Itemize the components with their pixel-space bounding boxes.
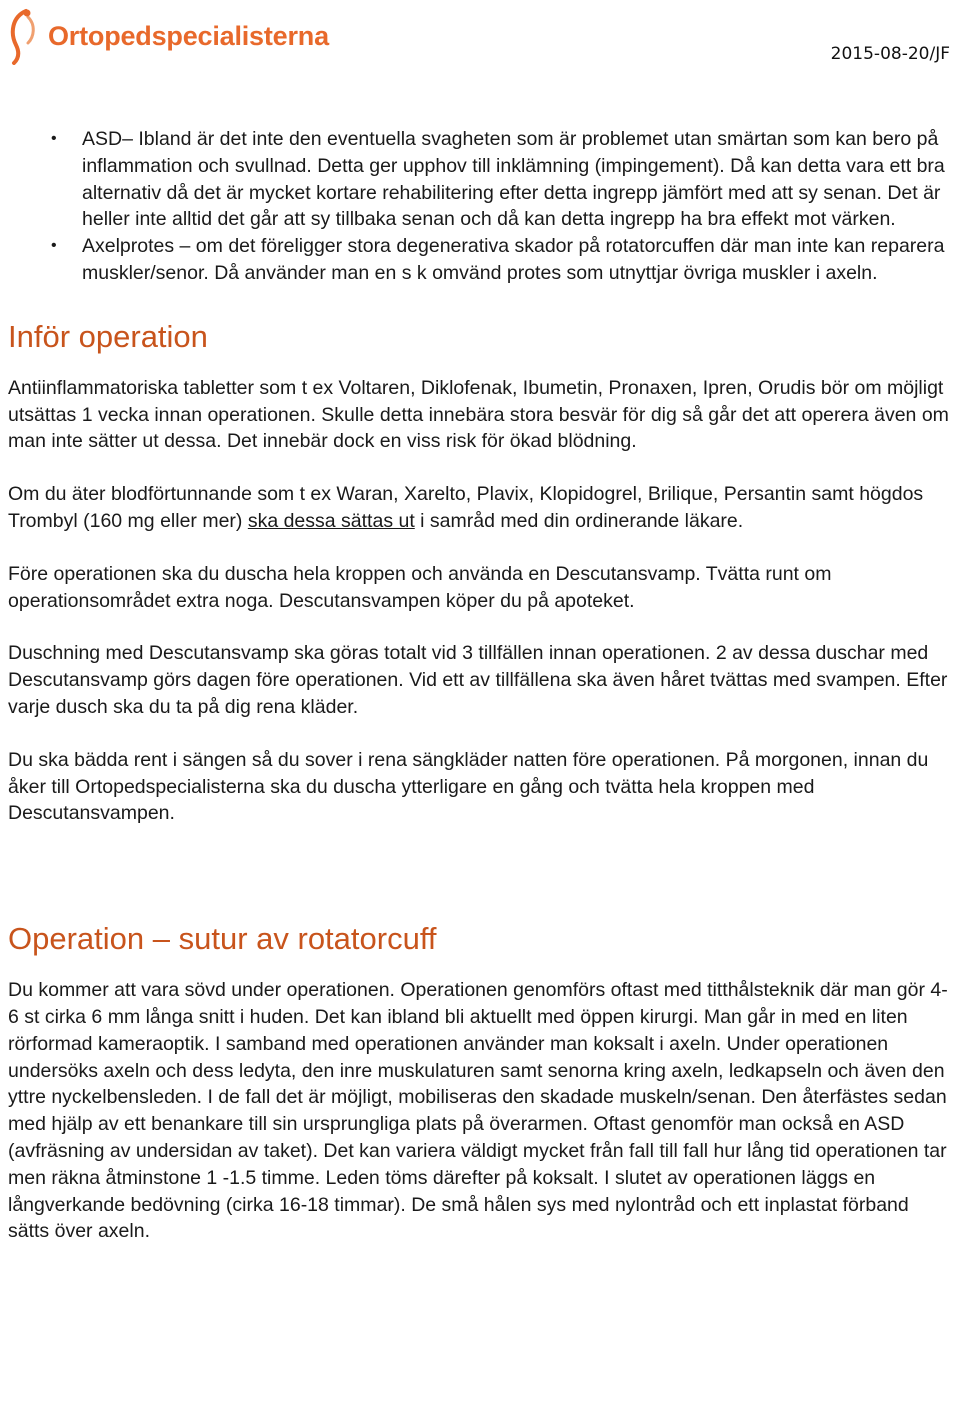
paragraph: Duschning med Descutansvamp ska göras totalt vid 3 tillfällen innan operationen. 2 av dessa duschar med Descutansvamp görs dagen före operationen. Vid ett av tillfällena ska även håret tvättas med svampen. Efter varje dusch ska du ta på dig rena kläder.	[8, 642, 948, 718]
document-reference: 2015-08-20/JF	[830, 44, 950, 64]
list-item: • ASD– Ibland är det inte den eventuella svagheten som är problemet utan smärtan som kan bero på inflammation och svullnad. Detta ger upphov till inklämning (impingement). Då kan detta vara ett bra alternativ då det är mycket kortare rehabilitering efter detta ingrepp jämfört med att sy senan. Det är heller inte alltid det går att sy tillbaka senan och då kan detta ingrepp ha bra effekt mot värken.	[82, 126, 954, 233]
paragraph-text: Om du äter blodförtunnande som t ex Waran, Xarelto, Plavix, Klopidogrel, Brilique, Persantin samt högdos Trombyl (160 mg eller mer)	[8, 483, 924, 532]
section-heading-infor-operation: Inför operation	[8, 318, 208, 354]
document-body	[8, 126, 954, 1245]
section-heading-operation: Operation – sutur av rotatorcuff	[8, 921, 437, 957]
logo	[6, 6, 329, 66]
paragraph: Du ska bädda rent i sängen så du sover i rena sängkläder natten före operationen. På morgonen, innan du åker till Ortopedspecialisterna ska du duscha ytterligare en gång och tvätta hela kroppen med Descutansvampen.	[8, 748, 929, 825]
bullet-list	[8, 126, 954, 287]
page-header	[0, 0, 960, 70]
brand-name: Ortopedspecialisterna	[48, 20, 329, 51]
paragraph: Före operationen ska du duscha hela kroppen och använda en Descutansvamp. Tvätta runt om operationsområdet extra noga. Descutansvampen köper du på apoteket.	[8, 562, 832, 612]
list-item: • Axelprotes – om det föreligger stora degenerativa skador på rotatorcuffen där man inte kan reparera muskler/senor. Då använder man en s k omvänd protes som utnyttjar övriga muskler i axeln.	[82, 233, 954, 287]
paragraph	[8, 481, 954, 535]
paragraph-text: i samråd med din ordinerande läkare.	[414, 509, 744, 532]
paragraph: Du kommer att vara sövd under operationen. Operationen genomförs oftast med titthålsteknik där man gör 4-6 st cirka 6 mm långa snitt i huden. Det kan ibland bli aktuellt med öppen kirurgi. Man går in med en liten rörformad kameraoptik. I samband med operationen använder man koksalt i axeln. Under operationen undersöks axeln och dess ledyta, den inre muskulaturen samt senorna kring axeln, ledkapseln och även den yttre nyckelbensleden. I de fall det är möjligt, mobiliseras den skadade muskeln/senan. Den återfästes sedan med hjälp av ett benankare till sin ursprungliga plats på överarmen. Oftast genomför man också en ASD (avfräsning av undersidan av taket). Det kan variera väldigt mycket från fall till fall hur lång tid operationen tar men räkna åtminstone 1 -1.5 timme. Leden töms därefter på koksalt. I slutet av operationen läggs en långverkande bedövning (cirka 16-18 timmar). De små hålen sys med nylontråd och ett inplastat förband sätts över axeln.	[8, 979, 948, 1243]
ortopedspecialisterna-logo-icon	[6, 7, 40, 65]
underlined-text: ska dessa sättas ut	[247, 509, 415, 532]
paragraph: Antiinflammatoriska tabletter som t ex Voltaren, Diklofenak, Ibumetin, Pronaxen, Ipren, Orudis bör om möjligt utsättas 1 vecka innan operationen. Skulle detta innebära stora besvär för dig så går det att operera även om man inte sätter ut dessa. Det innebär dock en viss risk för ökad blödning.	[8, 376, 949, 453]
